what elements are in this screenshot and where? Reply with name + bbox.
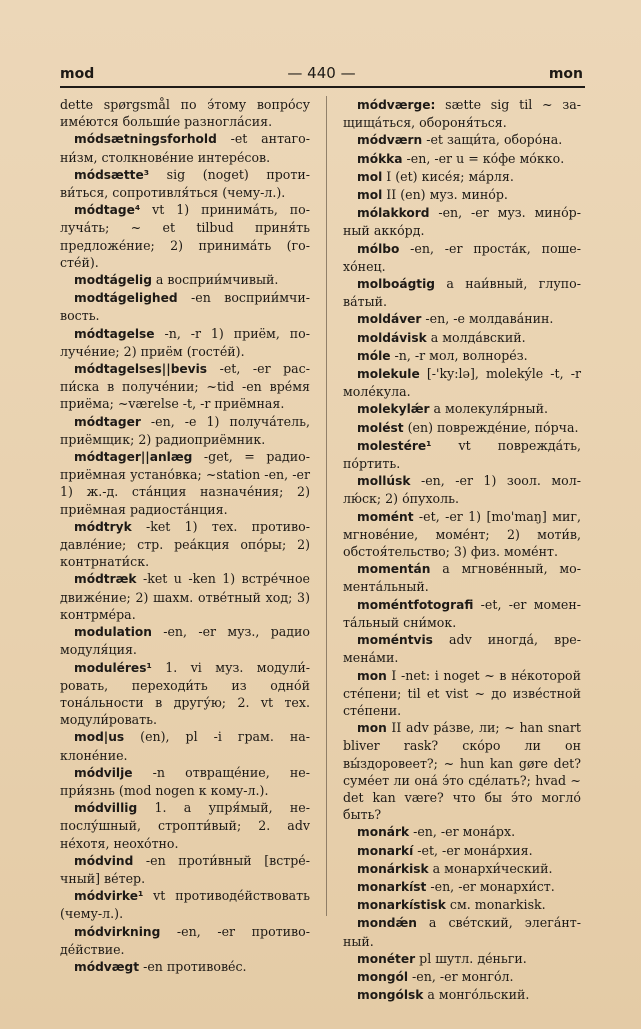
entry-headword: módvægt — [74, 959, 140, 974]
entry-definition: a наи́вный, глупова́тый. — [343, 276, 581, 310]
entry-definition: -en, -er противоде́йствие. — [60, 923, 310, 957]
entry-headword: módtager||anlæg — [74, 450, 193, 465]
dictionary-entry — [343, 914, 581, 949]
entry-headword: momentán — [357, 562, 431, 577]
dictionary-entry — [343, 631, 581, 666]
dictionary-entry — [343, 329, 581, 347]
dictionary-entry — [60, 852, 310, 887]
entry-definition: -en, -er u = ко́фе мо́кко. — [402, 150, 565, 166]
entry-headword: molestére¹ — [357, 438, 432, 453]
entry-definition: 1. vi муз. модули́ровать, переходи́ть из одно́й тона́льности в другу́ю; 2. vt тех. модули́ровать. — [60, 659, 310, 728]
entry-headword: módtagelse — [74, 326, 155, 341]
entry-headword: mol — [357, 188, 383, 203]
entry-definition: pl шутл. де́ньги. — [415, 950, 527, 966]
dictionary-entry — [343, 950, 581, 968]
entry-headword: módtagelses||bevis — [74, 362, 208, 377]
dictionary-entry — [343, 508, 581, 561]
entry-headword: módvillig — [74, 801, 138, 816]
entry-headword: móle — [357, 348, 391, 363]
entry-definition: II adv ра́зве, ли; ~ han snart bliver rask? ско́ро ли он вы́здоровеет?; ~ hun kan gøre det? суме́ет ли она́ э́то сде́лать?; hvad ~ det kan være? что бы э́то могло́ быть? — [343, 720, 581, 823]
entry-headword: mólbo — [357, 241, 400, 256]
entry-definition: a молекуля́рный. — [429, 401, 548, 417]
dictionary-entry — [60, 659, 310, 729]
entry-headword: mongólsk — [357, 988, 424, 1003]
dictionary-entry — [343, 96, 581, 131]
dictionary-entry — [343, 275, 581, 310]
dictionary-entry — [343, 878, 581, 896]
dictionary-entry — [60, 413, 310, 448]
entry-definition: -en противове́с. — [139, 958, 247, 974]
dictionary-entry — [343, 186, 581, 204]
entry-headword: mondǽn — [357, 916, 417, 931]
entry-definition: a монархи́ческий. — [428, 860, 553, 876]
dictionary-entry — [60, 201, 310, 271]
dictionary-entry — [343, 131, 581, 149]
dictionary-entry — [60, 799, 310, 852]
dictionary-entry — [60, 96, 310, 130]
dictionary-entry — [343, 896, 581, 914]
entry-headword: monarkístisk — [357, 898, 446, 913]
dictionary-entry — [343, 860, 581, 878]
dictionary-entry — [343, 310, 581, 328]
entry-headword: mon — [357, 721, 387, 736]
dictionary-entry — [60, 289, 310, 324]
left-column — [60, 96, 310, 976]
entry-definition: -en, -er муз. мино́рный акко́рд. — [343, 205, 581, 239]
entry-headword: módtræk — [74, 572, 137, 587]
entry-headword: mollúsk — [357, 474, 411, 489]
entry-headword: monarkíst — [357, 879, 427, 894]
entry-headword: mongól — [357, 969, 409, 984]
entry-definition: -et, -er 1) [mo'maŋ] миг, мгнове́ние, моме́нт; 2) моти́в, обстоя́тельство; 3) физ. моме́нт. — [343, 508, 581, 560]
entry-headword: momént — [357, 509, 414, 524]
entry-headword: módsætte³ — [74, 167, 150, 182]
dictionary-entry — [343, 596, 581, 631]
entry-headword: módvirke¹ — [74, 889, 144, 904]
dictionary-entry — [60, 958, 310, 976]
entry-definition: a мгнове́нный, момента́льный. — [343, 561, 581, 595]
page-number: — 440 — — [287, 64, 356, 82]
dictionary-entry — [60, 166, 310, 201]
entry-definition: vt противоде́йствовать (чему-л.). — [60, 888, 310, 922]
dictionary-entry — [343, 560, 581, 595]
entry-definition: (en) поврежде́ние, по́рча. — [403, 419, 579, 435]
dictionary-entry — [343, 823, 581, 841]
entry-definition: adv иногда́, времена́ми. — [343, 632, 581, 666]
entry-definition: -en, -er проста́к, пошехо́нец. — [343, 240, 581, 274]
entry-headword: moldáver — [357, 312, 422, 327]
entry-definition: -et защи́та, оборо́на. — [422, 132, 563, 148]
dictionary-entry — [343, 419, 581, 437]
dictionary-entry — [343, 968, 581, 986]
dictionary-entry — [60, 271, 310, 289]
dictionary-entry — [60, 448, 310, 518]
entry-definition: I (et) кисе́я; ма́рля. — [382, 168, 514, 184]
entry-definition: -et, -er распи́ска в получе́нии; ~tid -en вре́мя приёма; ~værelse -t, -r приёмная. — [60, 361, 310, 412]
page-header — [60, 64, 583, 86]
entry-definition: -en проти́вный [встре́чный] ве́тер. — [60, 852, 310, 886]
dictionary-entry — [343, 719, 581, 823]
entry-definition: -en, -e 1) получа́тель, приёмщик; 2) радиоприёмник. — [60, 413, 310, 447]
entry-headword: moduléres¹ — [74, 660, 152, 675]
entry-definition: (en), pl -i грам. наклоне́ние. — [60, 729, 310, 763]
dictionary-entry — [60, 923, 310, 958]
entry-headword: molboágtig — [357, 277, 436, 292]
dictionary-entry — [343, 842, 581, 860]
dictionary-entry — [343, 986, 581, 1004]
dictionary-entry — [343, 168, 581, 186]
dictionary-entry — [60, 623, 310, 658]
entry-headword: monárkisk — [357, 861, 429, 876]
header-rule — [60, 86, 585, 88]
entry-headword: monéter — [357, 951, 416, 966]
entry-definition: I -net: i noget ~ в не́которой сте́пени; til et vist ~ до изве́стной сте́пени. — [343, 667, 581, 718]
dictionary-entry — [60, 130, 310, 165]
entry-headword: molekylǽr — [357, 402, 430, 417]
entry-definition: -n отвраще́ние, непри́язнь (mod nogen к кому-л.). — [60, 764, 310, 798]
entry-headword: molekule — [357, 367, 420, 382]
entry-definition: -en, -er муз., радио модуля́ция. — [60, 624, 310, 658]
dictionary-entry — [343, 437, 581, 472]
entry-headword: módtage⁴ — [74, 203, 141, 218]
entry-headword: módværn — [357, 133, 423, 148]
entry-headword: mod|us — [74, 730, 125, 745]
entry-definition: -get, = радиоприёмная устано́вка; ~station -en, -er 1) ж.-д. ста́нция назначе́ния; 2) приёмная радиоста́нция. — [60, 449, 310, 517]
entry-headword: módtager — [74, 414, 141, 429]
entry-headword: modtágelig — [74, 273, 152, 288]
entry-definition: a монго́льский. — [423, 987, 530, 1003]
entry-definition: a све́тский, элега́нтный. — [343, 915, 581, 949]
entry-headword: módvirkning — [74, 924, 161, 939]
entry-headword: molést — [357, 420, 404, 435]
entry-definition: -n, -r 1) приём, получе́ние; 2) приём (госте́й). — [60, 325, 310, 359]
dictionary-entry — [60, 570, 310, 623]
dictionary-entry — [60, 518, 310, 571]
entry-headword: módsætningsforhold — [74, 132, 217, 147]
entry-definition: [-'ky:lə], molekýle -t, -r молéкула. — [343, 366, 581, 400]
entry-headword: moméntfotografi — [357, 597, 474, 612]
dictionary-entry — [343, 150, 581, 168]
entry-headword: módvilje — [74, 765, 133, 780]
entry-headword: módværge: — [357, 98, 436, 112]
entry-definition: -en, -er монго́л. — [408, 968, 514, 984]
entry-definition: -en, -e молдава́нин. — [421, 311, 554, 327]
entry-headword: modulation — [74, 625, 152, 640]
entry-definition: -et, -er мона́рхия. — [413, 842, 533, 858]
entry-definition: -et антагони́зм, столкнове́ние интере́сов. — [60, 131, 310, 165]
entry-definition: -en, -er 1) зоол. моллю́ск; 2) о́пухоль. — [343, 473, 581, 507]
dictionary-entry — [343, 240, 581, 275]
entry-headword: modtágelighed — [74, 291, 178, 306]
entry-headword: mólakkord — [357, 206, 430, 221]
entry-headword: mon — [357, 668, 387, 683]
entry-headword: módvind — [74, 853, 134, 868]
dictionary-entry — [60, 728, 310, 763]
dictionary-entry — [343, 400, 581, 418]
entry-definition: sætte sig til ~ защища́ться, обороня́ться. — [343, 97, 581, 131]
entry-headword: módtryk — [74, 519, 132, 534]
dictionary-entry — [60, 764, 310, 799]
entry-definition: -ket u -ken 1) встре́чное движе́ние; 2) шахм. отве́тный ход; 3) контрме́ра. — [60, 571, 310, 622]
entry-headword: mókka — [357, 151, 403, 166]
dictionary-entry — [343, 347, 581, 365]
entry-definition: -ket 1) тех. противодавле́ние; стр. реа́кция опо́ры; 2) контрнати́ск. — [60, 518, 310, 570]
entry-headword: moldávisk — [357, 330, 427, 345]
entry-headword: mol — [357, 169, 383, 184]
column-divider — [326, 96, 327, 916]
entry-definition: -en, -er мона́рх. — [409, 824, 516, 840]
dictionary-entry — [343, 667, 581, 720]
entry-definition: a молда́вский. — [426, 329, 526, 345]
entry-definition: -et, -er момента́льный сни́мок. — [343, 596, 581, 630]
entry-headword: moméntvis — [357, 633, 433, 648]
entry-definition: -n, -r мол, волноре́з. — [390, 347, 528, 363]
header-first-word: mod — [60, 66, 95, 82]
entry-definition: 1. a упря́мый, непослу́шный, стропти́вый; 2. adv не́хотя, неохо́тно. — [60, 800, 310, 851]
dictionary-entry — [60, 360, 310, 413]
dictionary-entry — [343, 365, 581, 400]
entry-definition: см. monarkisk. — [445, 897, 546, 913]
entry-headword: monarkí — [357, 843, 414, 858]
header-last-word: mon — [548, 66, 583, 82]
entry-definition: vt поврежда́ть, по́ртить. — [343, 437, 581, 472]
right-column — [343, 96, 581, 1004]
dictionary-entry — [343, 472, 581, 507]
entry-headword: monárk — [357, 825, 410, 840]
entry-definition: dette spørgsmål по э́тому вопро́су име́ются больши́е разногла́сия. — [60, 97, 310, 130]
entry-definition: sig (noget) противи́ться, сопротивля́ться (чему-л.). — [60, 166, 310, 201]
dictionary-entry — [343, 204, 581, 239]
dictionary-entry — [60, 887, 310, 922]
entry-definition: a восприи́мчивый. — [151, 272, 279, 288]
entry-definition: II (en) муз. мино́р. — [382, 187, 508, 203]
entry-definition: -en восприи́мчивость. — [60, 290, 310, 324]
entry-definition: vt 1) принима́ть, получа́ть; ~ et tilbud приня́ть предложе́ние; 2) принима́ть (госте́й). — [60, 202, 310, 270]
entry-definition: -en, -er монархи́ст. — [426, 878, 555, 894]
dictionary-entry — [60, 325, 310, 360]
